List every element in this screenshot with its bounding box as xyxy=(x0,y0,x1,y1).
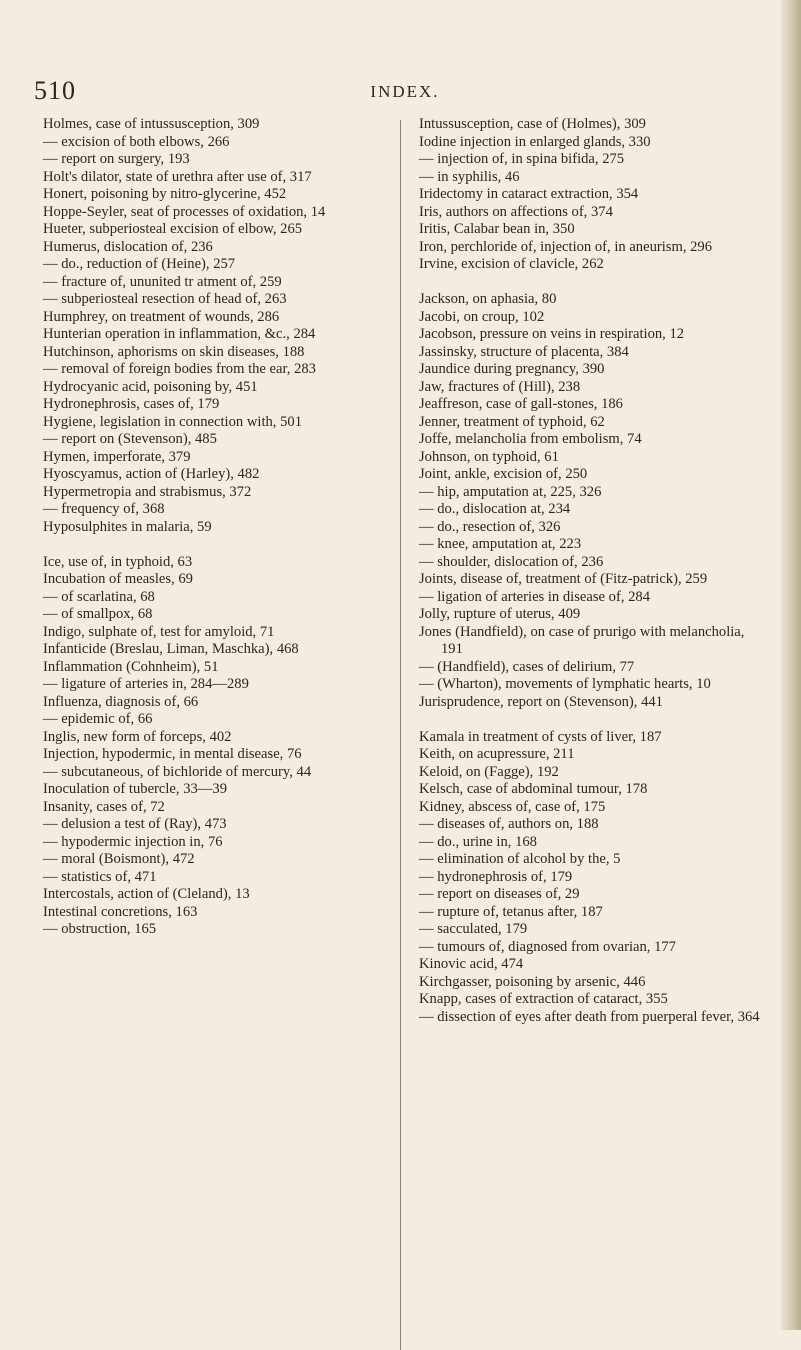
index-entry: — frequency of, 368 xyxy=(43,501,165,517)
index-entry: — ligation of arteries in disease of, 284 xyxy=(419,588,651,605)
index-entry: Iris, authors on affections of, 374 xyxy=(419,203,613,220)
index-entry: Indigo, sulphate of, test for amyloid, 71 xyxy=(43,623,275,640)
index-entry: — dissection of eyes after death from puerperal fever, 364 xyxy=(419,1008,760,1025)
index-column-left xyxy=(43,116,381,939)
index-entry: Jackson, on aphasia, 80 xyxy=(419,291,557,307)
section-gap xyxy=(43,536,381,554)
index-entry: Hygiene, legislation in connection with, 501 xyxy=(43,413,302,430)
index-entry: Irvine, excision of clavicle, 262 xyxy=(419,256,604,272)
index-entry: — moral (Boismont), 472 xyxy=(43,851,195,867)
index-entry: — epidemic of, 66 xyxy=(43,711,153,727)
index-entry: Kelsch, case of abdominal tumour, 178 xyxy=(419,781,648,797)
index-entry: — do., urine in, 168 xyxy=(419,833,537,850)
index-entry: Intestinal concretions, 163 xyxy=(43,903,198,920)
section-gap xyxy=(419,711,769,729)
index-entry: — rupture of, tetanus after, 187 xyxy=(419,903,603,920)
index-entry: — obstruction, 165 xyxy=(43,921,157,937)
index-entry: — shoulder, dislocation of, 236 xyxy=(419,553,604,570)
index-entry: — tumours of, diagnosed from ovarian, 177 xyxy=(419,938,676,955)
index-entry: Ice, use of, in typhoid, 63 xyxy=(43,553,193,570)
index-entry: Inglis, new form of forceps, 402 xyxy=(43,728,232,745)
index-entry: Hoppe-Seyler, seat of processes of oxidation, 14 xyxy=(43,203,326,220)
index-entry: — elimination of alcohol by the, 5 xyxy=(419,851,621,867)
index-entry: Incubation of measles, 69 xyxy=(43,571,193,587)
index-entry: Kidney, abscess of, case of, 175 xyxy=(419,798,606,815)
index-entry: — report on surgery, 193 xyxy=(43,151,190,167)
index-entry: Knapp, cases of extraction of cataract, 355 xyxy=(419,991,668,1007)
index-entry: Jurisprudence, report on (Stevenson), 441 xyxy=(419,693,663,710)
index-entry: Joffe, melancholia from embolism, 74 xyxy=(419,431,642,447)
index-entry: Honert, poisoning by nitro-glycerine, 452 xyxy=(43,186,287,202)
index-entry: — statistics of, 471 xyxy=(43,868,157,885)
index-entry: Humphrey, on treatment of wounds, 286 xyxy=(43,308,280,325)
index-entry: — in syphilis, 46 xyxy=(419,168,520,185)
index-entry: Hydronephrosis, cases of, 179 xyxy=(43,396,220,412)
index-entry: — do., resection of, 326 xyxy=(419,518,561,535)
index-entry: Kinovic acid, 474 xyxy=(419,956,524,972)
index-entry: Hyposulphites in malaria, 59 xyxy=(43,518,212,535)
index-entry: Jones (Handfield), on case of prurigo with melancholia, 191 xyxy=(419,623,745,657)
column-divider xyxy=(400,120,401,1350)
index-entry: — sacculated, 179 xyxy=(419,921,528,937)
index-entry: Jaw, fractures of (Hill), 238 xyxy=(419,378,581,395)
index-entry: Joints, disease of, treatment of (Fitz-patrick), 259 xyxy=(419,571,708,587)
index-entry: Insanity, cases of, 72 xyxy=(43,798,165,815)
section-gap xyxy=(419,274,769,292)
index-entry: Hunterian operation in inflammation, &c., 284 xyxy=(43,326,316,342)
index-entry: Kirchgasser, poisoning by arsenic, 446 xyxy=(419,973,646,990)
index-entry: — (Wharton), movements of lymphatic hearts, 10 xyxy=(419,676,711,692)
page-number: 510 xyxy=(34,76,76,105)
index-entry: Inflammation (Cohnheim), 51 xyxy=(43,658,219,675)
index-entry: — hydronephrosis of, 179 xyxy=(419,868,573,885)
index-entry: — diseases of, authors on, 188 xyxy=(419,816,599,832)
index-entry: Joint, ankle, excision of, 250 xyxy=(419,466,588,482)
index-entry: Hydrocyanic acid, poisoning by, 451 xyxy=(43,378,258,395)
index-entry: Johnson, on typhoid, 61 xyxy=(419,448,559,465)
index-entry: — hypodermic injection in, 76 xyxy=(43,833,223,850)
index-entry: — report on diseases of, 29 xyxy=(419,886,580,902)
index-entry: — do., reduction of (Heine), 257 xyxy=(43,256,236,272)
index-entry: Iodine injection in enlarged glands, 330 xyxy=(419,133,651,150)
index-entry: Holmes, case of intussusception, 309 xyxy=(43,116,260,132)
index-entry: Jacobson, pressure on veins in respiration, 12 xyxy=(419,326,685,342)
index-entry: Hypermetropia and strabismus, 372 xyxy=(43,483,252,500)
index-entry: Influenza, diagnosis of, 66 xyxy=(43,693,199,710)
index-entry: Hueter, subperiosteal excision of elbow, 265 xyxy=(43,221,303,237)
index-entry: — fracture of, ununited tr atment of, 259 xyxy=(43,273,282,290)
index-entry: Infanticide (Breslau, Liman, Maschka), 468 xyxy=(43,641,299,657)
index-entry: Jenner, treatment of typhoid, 62 xyxy=(419,413,605,430)
index-entry: Hutchinson, aphorisms on skin diseases, 188 xyxy=(43,343,305,360)
index-entry: Jeaffreson, case of gall-stones, 186 xyxy=(419,396,623,412)
index-entry: Iridectomy in cataract extraction, 354 xyxy=(419,186,639,202)
index-entry: Injection, hypodermic, in mental disease, 76 xyxy=(43,746,302,762)
index-entry: Intussusception, case of (Holmes), 309 xyxy=(419,116,646,132)
index-entry: Hyoscyamus, action of (Harley), 482 xyxy=(43,466,260,482)
index-entry: — removal of foreign bodies from the ear, 283 xyxy=(43,361,316,377)
index-column-right xyxy=(419,116,769,1026)
page-edge xyxy=(781,0,801,1330)
index-entry: Jolly, rupture of uterus, 409 xyxy=(419,606,581,622)
index-entry: — delusion a test of (Ray), 473 xyxy=(43,816,227,832)
index-entry: Humerus, dislocation of, 236 xyxy=(43,238,213,255)
index-entry: Jassinsky, structure of placenta, 384 xyxy=(419,343,629,360)
index-entry: Hymen, imperforate, 379 xyxy=(43,448,191,465)
index-entry: — of scarlatina, 68 xyxy=(43,588,155,605)
index-entry: Iron, perchloride of, injection of, in aneurism, 296 xyxy=(419,238,713,255)
page-header xyxy=(34,76,776,110)
index-entry: Holt's dilator, state of urethra after use of, 317 xyxy=(43,168,312,185)
index-entry: — knee, amputation at, 223 xyxy=(419,536,582,552)
index-entry: — do., dislocation at, 234 xyxy=(419,501,571,517)
index-entry: — excision of both elbows, 266 xyxy=(43,133,230,150)
index-entry: — subcutaneous, of bichloride of mercury, 44 xyxy=(43,763,312,780)
index-entry: Iritis, Calabar bean in, 350 xyxy=(419,221,575,237)
index-entry: — report on (Stevenson), 485 xyxy=(43,431,217,447)
index-entry: Keith, on acupressure, 211 xyxy=(419,746,575,762)
index-entry: — (Handfield), cases of delirium, 77 xyxy=(419,658,635,675)
index-entry: — subperiosteal resection of head of, 263 xyxy=(43,291,287,307)
index-entry: — hip, amputation at, 225, 326 xyxy=(419,483,602,500)
index-entry: — ligature of arteries in, 284—289 xyxy=(43,676,249,692)
index-entry: Kamala in treatment of cysts of liver, 187 xyxy=(419,728,662,745)
index-entry: — of smallpox, 68 xyxy=(43,606,153,622)
index-entry: Intercostals, action of (Cleland), 13 xyxy=(43,886,250,902)
index-entry: Keloid, on (Fagge), 192 xyxy=(419,763,559,780)
index-entry: — injection of, in spina bifida, 275 xyxy=(419,151,625,167)
index-entry: Jaundice during pregnancy, 390 xyxy=(419,361,605,377)
running-head: INDEX. xyxy=(370,82,440,101)
index-entry: Jacobi, on croup, 102 xyxy=(419,308,545,325)
index-entry: Inoculation of tubercle, 33—39 xyxy=(43,781,227,797)
